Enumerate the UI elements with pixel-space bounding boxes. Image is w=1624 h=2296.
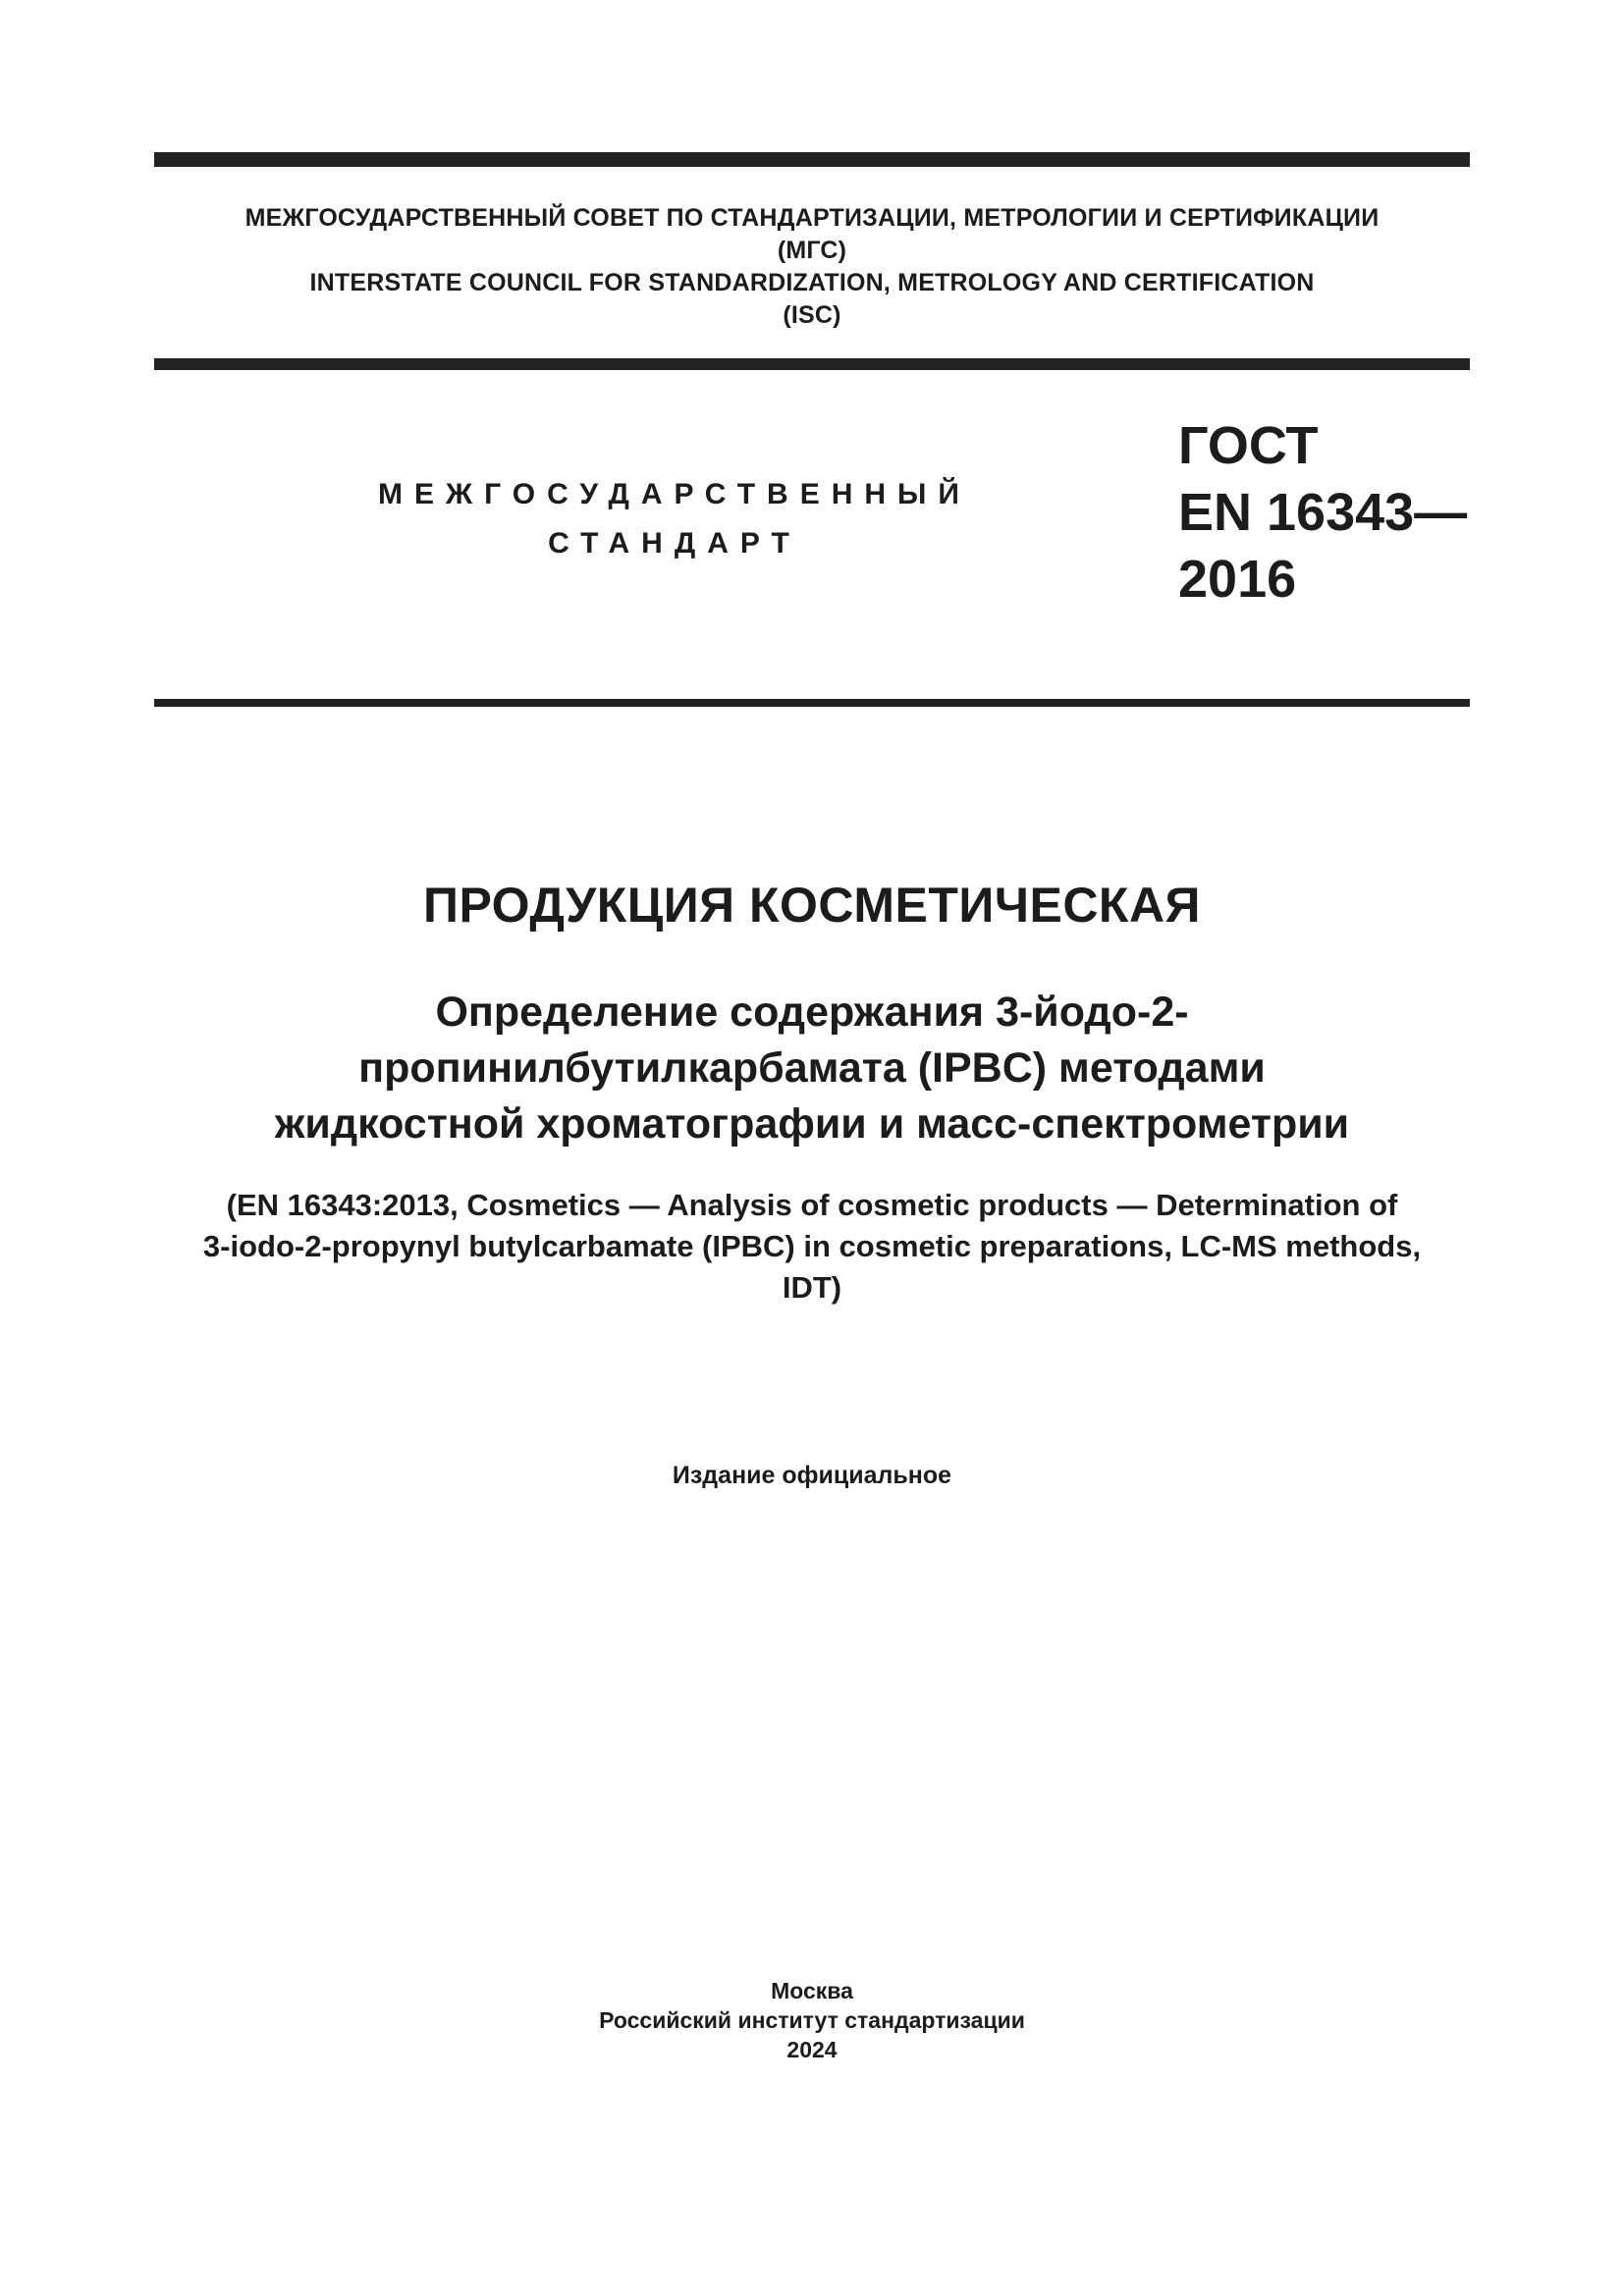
issuer-abbr-ru: (МГС) — [777, 237, 847, 264]
source-reference — [105, 1185, 1519, 1308]
imprint-year: 2024 — [786, 2037, 838, 2062]
issuer-line-en: INTERSTATE COUNCIL FOR STANDARDIZATION, METROLOGY AND CERTIFICATION — [309, 269, 1315, 296]
document-title: ПРОДУКЦИЯ КОСМЕТИЧЕСКАЯ — [423, 878, 1201, 933]
subtitle-line-2: пропинилбутилкарбамата (IPBC) методами — [358, 1044, 1266, 1092]
edition-note: Издание официальное — [672, 1462, 952, 1489]
subtitle-line-1: Определение содержания 3-йодо-2- — [435, 988, 1189, 1036]
middle-rule — [154, 358, 1470, 370]
designation-line-1: ГОСТ — [1178, 416, 1319, 475]
top-rule — [154, 152, 1470, 167]
standard-type-line-1: МЕЖГОСУДАРСТВЕННЫЙ — [378, 478, 971, 510]
designation-line-2: EN 16343— — [1178, 483, 1468, 542]
standard-type-line-2: СТАНДАРТ — [548, 527, 801, 560]
imprint — [154, 1976, 1470, 2064]
document-subtitle — [105, 985, 1519, 1152]
imprint-city: Москва — [771, 1978, 853, 2003]
issuer-header — [154, 202, 1470, 332]
designation-line-3: 2016 — [1178, 550, 1297, 609]
reference-line-3: IDT) — [782, 1270, 842, 1305]
subtitle-line-3: жидкостной хроматографии и масс-спектрометрии — [274, 1100, 1350, 1148]
reference-line-1: (EN 16343:2013, Cosmetics — Analysis of cosmetic products — Determination of — [226, 1188, 1398, 1222]
thin-rule — [154, 699, 1470, 707]
issuer-line-ru: МЕЖГОСУДАРСТВЕННЫЙ СОВЕТ ПО СТАНДАРТИЗАЦИИ, МЕТРОЛОГИИ И СЕРТИФИКАЦИИ — [244, 204, 1380, 232]
standard-type-label — [154, 470, 1195, 568]
standard-designation — [1178, 412, 1571, 613]
issuer-abbr-en: (ISC) — [783, 301, 841, 329]
reference-line-2: 3-iodo-2-propynyl butylcarbamate (IPBC) in cosmetic preparations, LC-MS methods, — [202, 1229, 1422, 1263]
imprint-publisher: Российский институт стандартизации — [599, 2007, 1025, 2033]
